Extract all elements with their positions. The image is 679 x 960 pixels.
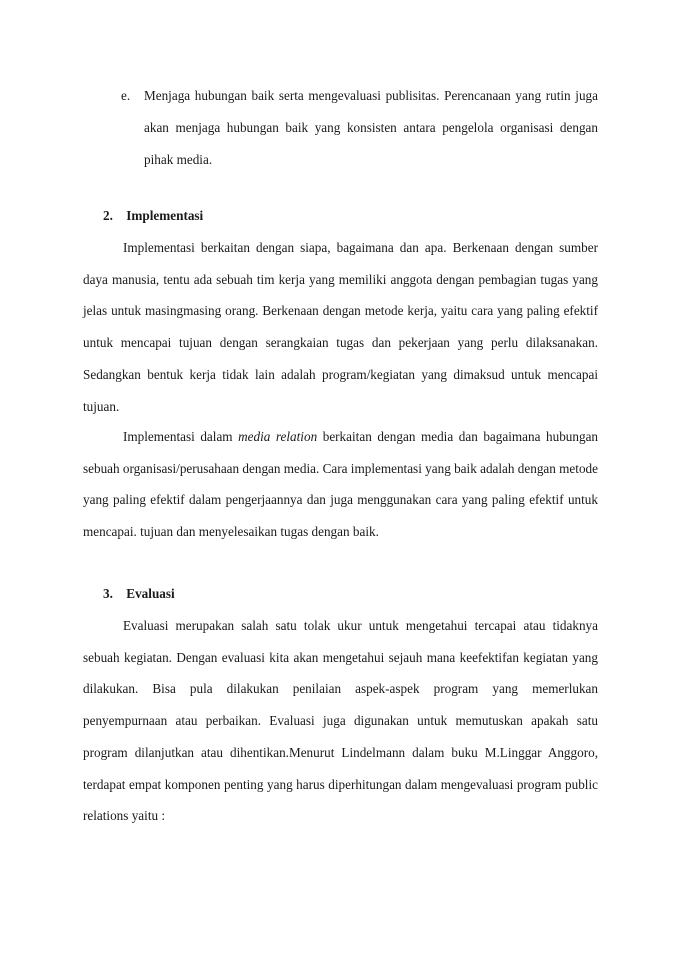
section-heading-evaluasi	[103, 584, 175, 604]
paragraph-implementasi-1: Implementasi berkaitan dengan siapa, bagaimana dan apa. Berkenaan dengan sumber daya manusia, tentu ada sebuah tim kerja yang memiliki anggota dengan pembagian tugas yang jelas untuk masingmasing orang. Berkenaan dengan metode kerja, yaitu cara yang paling efektif untuk mencapai tujuan dengan serangkaian tugas dan pekerjaan yang perlu dilaksanakan. Sedangkan bentuk kerja tidak lain adalah program/kegiatan yang dimaksud untuk mencapai tujuan.	[83, 240, 598, 414]
paragraph-text: berkaitan dengan media dan bagaimana hubungan sebuah organisasi/perusahaan dengan media. Cara implementasi yang baik adalah dengan metode yang paling efektif dalam pengerjaannya dan juga menggunakan cara yang paling efektif untuk mencapai. tujuan dan menyelesaikan tugas dengan baik.	[83, 429, 599, 540]
italic-term: media relation	[238, 429, 318, 444]
list-item-text: Menjaga hubungan baik serta mengevaluasi publisitas. Perencanaan yang rutin juga akan menjaga hubungan baik yang konsisten antara pengelola organisasi dengan pihak media.	[144, 88, 598, 167]
paragraph-evaluasi-1: Evaluasi merupakan salah satu tolak ukur untuk mengetahui tercapai atau tidaknya sebuah kegiatan. Dengan evaluasi kita akan mengetahui sejauh mana keefektifan kegiatan yang dilakukan. Bisa pula dilakukan penilaian aspek-aspek program yang memerlukan penyempurnaan atau perbaikan. Evaluasi juga digunakan untuk memutuskan apakah satu program dilanjutkan atau dihentikan.Menurut Lindelmann dalam buku M.Linggar Anggoro, terdapat empat komponen penting yang harus diperhitungan dalam mengevaluasi program public relations yaitu :	[83, 618, 598, 824]
list-item-e	[121, 80, 598, 176]
section-title: Implementasi	[126, 208, 204, 223]
list-marker: e.	[121, 88, 131, 103]
section-number: 2.	[103, 208, 113, 223]
section-heading-implementasi	[103, 206, 203, 226]
section-number: 3.	[103, 586, 113, 601]
paragraph-implementasi-2	[83, 421, 598, 548]
section-title: Evaluasi	[126, 586, 175, 601]
paragraph-text: Implementasi dalam	[123, 429, 239, 444]
